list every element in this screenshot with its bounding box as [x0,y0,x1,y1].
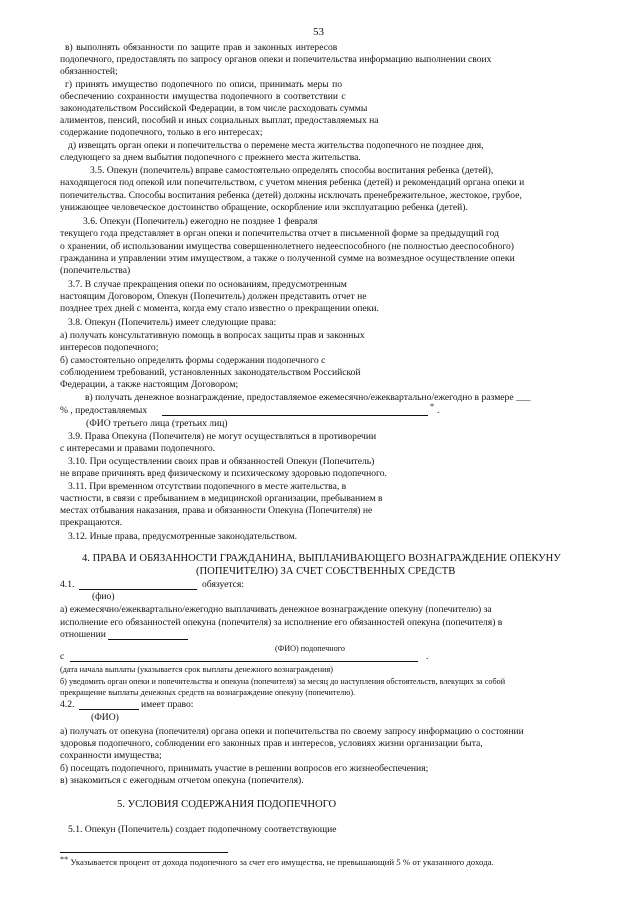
text-line: Федерации, а также настоящим Договором; [60,379,239,390]
text-line: отношении [60,629,106,640]
footnote-separator [60,852,228,853]
text-line: в) знакомиться с ежегодным отчетом опекуна (попечителя). [60,775,304,786]
text-line: 3.11. При временном отсутствии подопечного в месте жительства, в [68,481,347,492]
text-line: здоровья подопечного, соблюдении его законных прав и интересов, условиях жизни организации быта, [60,738,483,749]
field-caption: (фио) [92,591,115,602]
clause-number: 4.2. [60,699,75,710]
text-line: обязанностей; [60,66,118,77]
page-number: 53 [313,26,324,38]
text-line: 3.10. При осуществлении своих прав и обязанностей Опекун (Попечитель) [68,456,375,467]
footnote [60,857,494,868]
text-line: с интересами и правами подопечного. [60,443,216,454]
blank-line [70,661,418,662]
text-line: имеет право: [141,699,194,710]
text-line: б) самостоятельно определять формы содержания подопечного с [60,355,326,366]
text-line: настоящим Договором, Опекун (Попечитель) должен представить отчет не [60,291,367,302]
blank-line [79,709,139,710]
section-heading: 5. УСЛОВИЯ СОДЕРЖАНИЯ ПОДОПЕЧНОГО [117,799,337,810]
text-line: а) получать консультативную помощь в вопросах защиты прав и законных [60,330,365,341]
text-line: 3.5. Опекун (попечитель) вправе самостоятельно определять способы воспитания ребенка (детей), [90,165,494,176]
text-line: находящегося под опекой или попечительством, с учетом мнения ребенка (детей) и рекомендаций органа опеки и [60,177,525,188]
text-line: о хранении, об использовании имущества совершеннолетнего недееспособного (не полностью дееспособного) [60,241,515,252]
text-line: позднее трех дней с момента, когда ему стало известно о прекращении опеки. [60,303,379,314]
text-line: следующего за днем выбытия подопечного с прежнего места жительства. [60,152,361,163]
text-line: а) ежемесячно/ежеквартально/ежегодно выплачивать денежное вознаграждение опекуну (попечителю) за [60,604,492,615]
text-line: алиментов, пенсий, пособий и иных социальных выплат, предоставляемых на [60,115,379,126]
text-line: интересов подопечного; [60,342,159,353]
text-line: обеспечению сохранности имущества подопечного в соответствии с [60,91,346,102]
clause-number: 4.1. [60,579,75,590]
text-line: унижающее человеческое достоинство обращение, оскорбление или эксплуатацию ребенка (детей). [60,202,468,213]
footnote-mark: ** [60,855,69,864]
blank-line [108,639,188,640]
field-caption: (дата начала выплаты (указывается срок выплаты денежного вознаграждения) [60,665,333,674]
text-line: д) извещать орган опеки и попечительства о перемене места жительства подопечного не позднее дня, [68,140,484,151]
blank-line [162,415,428,416]
text-line: не вправе причинять вред физическому и психическому здоровью подопечного. [60,468,387,479]
footnote-text: Указывается процент от дохода подопечного за счет его имущества, не превышающий 5 % от указанного дохода. [70,857,494,867]
blank-line [79,589,197,590]
text-line: гражданина и управлении этим имуществом, а также о полученной сумме на возмездное осуществление опеки [60,253,515,264]
text-line: г) принять имущество подопечного по описи, принимать меры по [65,79,343,90]
text-line: . [426,651,429,662]
text-line: частности, в связи с пребыванием в медицинской организации, пребыванием в [60,493,383,504]
text-line: 3.6. Опекун (Попечитель) ежегодно не позднее 1 февраля [83,216,318,227]
text-line: прекращаются. [60,517,122,528]
text-line: с [60,651,65,662]
text-line: 3.12. Иные права, предусмотренные законодательством. [68,531,298,542]
text-line: а) получать от опекуна (попечителя) органа опеки и попечительства по своему запросу информацию о состоянии [60,726,524,737]
text-line: . [437,405,440,416]
field-caption: (ФИО) подопечного [275,644,345,653]
text-line: законодательством Российской Федерации, в том числе расходовать суммы [60,103,368,114]
text-line: 3.8. Опекун (Попечитель) имеет следующие права: [68,317,277,328]
text-line: в) выполнять обязанности по защите прав и законных интересов [65,42,338,53]
section-heading: (ПОПЕЧИТЕЛЮ) ЗА СЧЕТ СОБСТВЕННЫХ СРЕДСТВ [196,566,456,577]
text-line: подопечного, предоставлять по запросу органов опеки и попечительства информацию выполнении своих [60,54,492,65]
field-caption: (ФИО) [91,712,119,723]
text-line: прекращение выплаты денежных средств на вознаграждение опекуну (попечителю). [60,688,356,697]
footnote-reference: * [430,402,435,411]
text-line: (попечительства) [60,265,131,276]
section-heading: 4. ПРАВА И ОБЯЗАННОСТИ ГРАЖДАНИНА, ВЫПЛАЧИВАЮЩЕГО ВОЗНАГРАЖДЕНИЕ ОПЕКУНУ [82,553,561,564]
text-line: в) получать денежное вознаграждение, предоставляемое ежемесячно/ежеквартально/ежегодно в размере ___ [85,392,531,403]
text-line: 5.1. Опекун (Попечитель) создает подопечному соответствующие [68,824,337,835]
text-line: б) посещать подопечного, принимать участие в решении вопросов его жизнеобеспечения; [60,763,429,774]
text-line: текущего года представляет в орган опеки и попечительства отчет в письменной форме за предыдущий год [60,228,499,239]
text-line: % , предоставляемых [60,405,148,416]
text-line: (ФИО третьего лица (третьих лиц) [86,418,228,429]
text-line: обязуется: [202,579,245,590]
text-line: б) уведомить орган опеки и попечительства и опекуна (попечителя) за месяц до наступления обстоятельств, влекущих за собой [60,677,506,686]
text-line: попечительства. Способы воспитания ребенка (детей) должны исключать пренебрежительное, жестокое, грубое, [60,190,522,201]
text-line: 3.7. В случае прекращения опеки по основаниям, предусмотренным [68,279,347,290]
text-line: 3.9. Права Опекуна (Попечителя) не могут осуществляться в противоречии [68,431,377,442]
text-line: местах отбывания наказания, права и обязанности Опекуна (Попечителя) не [60,505,373,516]
text-line: содержание подопечного, только в его интересах; [60,127,263,138]
text-line: исполнение его обязанностей опекуна (попечителя) за исполнение его обязанностей опекуна (попечителя) в [60,617,503,628]
text-line: сохранности имущества; [60,750,162,761]
text-line: соблюдением требований, установленных законодательством Российской [60,367,361,378]
